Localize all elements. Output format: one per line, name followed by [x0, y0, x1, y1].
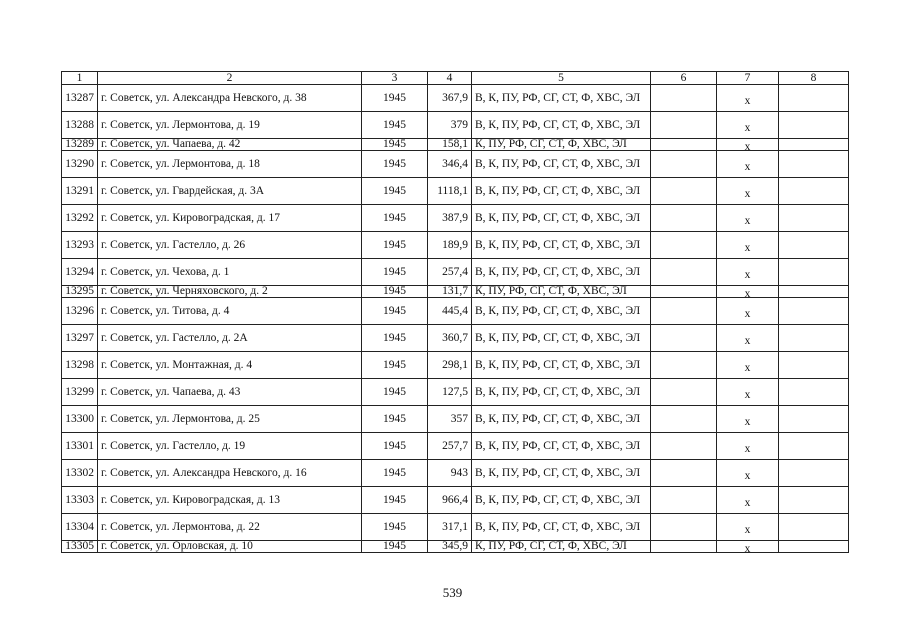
table-row — [62, 232, 849, 259]
header-col-8: 8 — [779, 72, 849, 85]
col6-cell — [651, 139, 717, 151]
address-cell: г. Советск, ул. Кировоградская, д. 13 — [98, 487, 362, 514]
table-row — [62, 460, 849, 487]
col8-cell — [779, 232, 849, 259]
col6-cell — [651, 85, 717, 112]
header-col-5: 5 — [472, 72, 651, 85]
col6-cell — [651, 325, 717, 352]
address-cell: г. Советск, ул. Кировоградская, д. 17 — [98, 205, 362, 232]
address-cell: г. Советск, ул. Александра Невского, д. 38 — [98, 85, 362, 112]
col7-cell — [717, 514, 779, 541]
col6-cell — [651, 541, 717, 553]
col6-cell — [651, 205, 717, 232]
table-row — [62, 541, 849, 553]
header-col-6: 6 — [651, 72, 717, 85]
area-cell: 1118,1 — [428, 178, 472, 205]
col7-cell — [717, 178, 779, 205]
row-number-cell: 13304 — [62, 514, 98, 541]
mark-x: х — [744, 362, 751, 374]
elements-cell: В, К, ПУ, РФ, СГ, СТ, Ф, ХВС, ЭЛ — [472, 85, 651, 112]
mark-x: х — [744, 497, 751, 509]
elements-cell: В, К, ПУ, РФ, СГ, СТ, Ф, ХВС, ЭЛ — [472, 178, 651, 205]
mark-x: х — [744, 95, 751, 107]
year-cell: 1945 — [362, 259, 428, 286]
col6-cell — [651, 352, 717, 379]
col6-cell — [651, 514, 717, 541]
col7-cell — [717, 298, 779, 325]
col8-cell — [779, 325, 849, 352]
col8-cell — [779, 541, 849, 553]
col7-cell — [717, 433, 779, 460]
mark-x: х — [744, 416, 751, 428]
address-cell: г. Советск, ул. Гастелло, д. 26 — [98, 232, 362, 259]
header-col-4: 4 — [428, 72, 472, 85]
col7-cell — [717, 112, 779, 139]
row-number-cell: 13297 — [62, 325, 98, 352]
year-cell: 1945 — [362, 205, 428, 232]
table-row — [62, 139, 849, 151]
col6-cell — [651, 433, 717, 460]
area-cell: 360,7 — [428, 325, 472, 352]
mark-x: х — [744, 242, 751, 254]
mark-x: х — [744, 524, 751, 536]
address-cell: г. Советск, ул. Лермонтова, д. 25 — [98, 406, 362, 433]
area-cell: 966,4 — [428, 487, 472, 514]
year-cell: 1945 — [362, 379, 428, 406]
area-cell: 379 — [428, 112, 472, 139]
col6-cell — [651, 112, 717, 139]
table-row — [62, 298, 849, 325]
col7-cell — [717, 151, 779, 178]
col8-cell — [779, 139, 849, 151]
column-number-row — [62, 72, 849, 85]
mark-x: х — [744, 543, 751, 553]
header-col-3: 3 — [362, 72, 428, 85]
elements-cell: В, К, ПУ, РФ, СГ, СТ, Ф, ХВС, ЭЛ — [472, 514, 651, 541]
col8-cell — [779, 205, 849, 232]
table-row — [62, 259, 849, 286]
elements-cell: В, К, ПУ, РФ, СГ, СТ, Ф, ХВС, ЭЛ — [472, 205, 651, 232]
year-cell: 1945 — [362, 286, 428, 298]
row-number-cell: 13287 — [62, 85, 98, 112]
mark-x: х — [744, 335, 751, 347]
col8-cell — [779, 379, 849, 406]
col8-cell — [779, 487, 849, 514]
area-cell: 257,7 — [428, 433, 472, 460]
col6-cell — [651, 487, 717, 514]
row-number-cell: 13305 — [62, 541, 98, 553]
header-col-7: 7 — [717, 72, 779, 85]
col7-cell — [717, 325, 779, 352]
elements-cell: В, К, ПУ, РФ, СГ, СТ, Ф, ХВС, ЭЛ — [472, 298, 651, 325]
row-number-cell: 13291 — [62, 178, 98, 205]
elements-cell: В, К, ПУ, РФ, СГ, СТ, Ф, ХВС, ЭЛ — [472, 325, 651, 352]
area-cell: 357 — [428, 406, 472, 433]
row-number-cell: 13293 — [62, 232, 98, 259]
row-number-cell: 13292 — [62, 205, 98, 232]
col6-cell — [651, 460, 717, 487]
area-cell: 345,9 — [428, 541, 472, 553]
mark-x: х — [744, 288, 751, 298]
elements-cell: В, К, ПУ, РФ, СГ, СТ, Ф, ХВС, ЭЛ — [472, 259, 651, 286]
col7-cell — [717, 541, 779, 553]
register-table — [61, 71, 849, 553]
area-cell: 127,5 — [428, 379, 472, 406]
col7-cell — [717, 232, 779, 259]
table-row — [62, 406, 849, 433]
mark-x: х — [744, 188, 751, 200]
table-row — [62, 433, 849, 460]
address-cell: г. Советск, ул. Гвардейская, д. 3А — [98, 178, 362, 205]
col6-cell — [651, 379, 717, 406]
col6-cell — [651, 151, 717, 178]
area-cell: 367,9 — [428, 85, 472, 112]
header-col-1: 1 — [62, 72, 98, 85]
mark-x: х — [744, 308, 751, 320]
col7-cell — [717, 406, 779, 433]
row-number-cell: 13289 — [62, 139, 98, 151]
elements-cell: К, ПУ, РФ, СГ, СТ, Ф, ХВС, ЭЛ — [472, 541, 651, 553]
page-number: 539 — [442, 585, 463, 600]
area-cell: 346,4 — [428, 151, 472, 178]
col6-cell — [651, 232, 717, 259]
area-cell: 158,1 — [428, 139, 472, 151]
table-row — [62, 286, 849, 298]
elements-cell: К, ПУ, РФ, СГ, СТ, Ф, ХВС, ЭЛ — [472, 286, 651, 298]
col6-cell — [651, 298, 717, 325]
year-cell: 1945 — [362, 85, 428, 112]
address-cell: г. Советск, ул. Монтажная, д. 4 — [98, 352, 362, 379]
area-cell: 387,9 — [428, 205, 472, 232]
table-row — [62, 514, 849, 541]
address-cell: г. Советск, ул. Александра Невского, д. 16 — [98, 460, 362, 487]
year-cell: 1945 — [362, 514, 428, 541]
col7-cell — [717, 352, 779, 379]
area-cell: 189,9 — [428, 232, 472, 259]
col8-cell — [779, 298, 849, 325]
col7-cell — [717, 85, 779, 112]
header-col-2: 2 — [98, 72, 362, 85]
row-number-cell: 13301 — [62, 433, 98, 460]
table-row — [62, 85, 849, 112]
year-cell: 1945 — [362, 406, 428, 433]
year-cell: 1945 — [362, 487, 428, 514]
table-row — [62, 178, 849, 205]
table-row — [62, 325, 849, 352]
area-cell: 131,7 — [428, 286, 472, 298]
mark-x: х — [744, 215, 751, 227]
col7-cell — [717, 139, 779, 151]
address-cell: г. Советск, ул. Гастелло, д. 19 — [98, 433, 362, 460]
mark-x: х — [744, 141, 751, 151]
col8-cell — [779, 112, 849, 139]
address-cell: г. Советск, ул. Лермонтова, д. 18 — [98, 151, 362, 178]
row-number-cell: 13298 — [62, 352, 98, 379]
table-row — [62, 352, 849, 379]
table-row — [62, 205, 849, 232]
mark-x: х — [744, 389, 751, 401]
row-number-cell: 13300 — [62, 406, 98, 433]
table-row — [62, 151, 849, 178]
elements-cell: К, ПУ, РФ, СГ, СТ, Ф, ХВС, ЭЛ — [472, 139, 651, 151]
mark-x: х — [744, 161, 751, 173]
mark-x: х — [744, 443, 751, 455]
col8-cell — [779, 178, 849, 205]
mark-x: х — [744, 122, 751, 134]
col7-cell — [717, 487, 779, 514]
col8-cell — [779, 151, 849, 178]
address-cell: г. Советск, ул. Лермонтова, д. 22 — [98, 514, 362, 541]
col8-cell — [779, 352, 849, 379]
elements-cell: В, К, ПУ, РФ, СГ, СТ, Ф, ХВС, ЭЛ — [472, 406, 651, 433]
address-cell: г. Советск, ул. Орловская, д. 10 — [98, 541, 362, 553]
col8-cell — [779, 433, 849, 460]
table-row — [62, 379, 849, 406]
elements-cell: В, К, ПУ, РФ, СГ, СТ, Ф, ХВС, ЭЛ — [472, 112, 651, 139]
year-cell: 1945 — [362, 151, 428, 178]
col8-cell — [779, 286, 849, 298]
elements-cell: В, К, ПУ, РФ, СГ, СТ, Ф, ХВС, ЭЛ — [472, 352, 651, 379]
row-number-cell: 13290 — [62, 151, 98, 178]
col7-cell — [717, 460, 779, 487]
table-row — [62, 112, 849, 139]
elements-cell: В, К, ПУ, РФ, СГ, СТ, Ф, ХВС, ЭЛ — [472, 232, 651, 259]
mark-x: х — [744, 269, 751, 281]
year-cell: 1945 — [362, 325, 428, 352]
elements-cell: В, К, ПУ, РФ, СГ, СТ, Ф, ХВС, ЭЛ — [472, 433, 651, 460]
year-cell: 1945 — [362, 178, 428, 205]
address-cell: г. Советск, ул. Лермонтова, д. 19 — [98, 112, 362, 139]
col8-cell — [779, 406, 849, 433]
col6-cell — [651, 406, 717, 433]
address-cell: г. Советск, ул. Гастелло, д. 2А — [98, 325, 362, 352]
year-cell: 1945 — [362, 232, 428, 259]
year-cell: 1945 — [362, 433, 428, 460]
mark-x: х — [744, 470, 751, 482]
row-number-cell: 13302 — [62, 460, 98, 487]
address-cell: г. Советск, ул. Титова, д. 4 — [98, 298, 362, 325]
row-number-cell: 13299 — [62, 379, 98, 406]
col6-cell — [651, 286, 717, 298]
elements-cell: В, К, ПУ, РФ, СГ, СТ, Ф, ХВС, ЭЛ — [472, 379, 651, 406]
row-number-cell: 13295 — [62, 286, 98, 298]
col8-cell — [779, 85, 849, 112]
table-body — [62, 72, 849, 553]
year-cell: 1945 — [362, 298, 428, 325]
row-number-cell: 13288 — [62, 112, 98, 139]
address-cell: г. Советск, ул. Чехова, д. 1 — [98, 259, 362, 286]
table-row — [62, 487, 849, 514]
row-number-cell: 13303 — [62, 487, 98, 514]
col6-cell — [651, 178, 717, 205]
elements-cell: В, К, ПУ, РФ, СГ, СТ, Ф, ХВС, ЭЛ — [472, 151, 651, 178]
row-number-cell: 13294 — [62, 259, 98, 286]
address-cell: г. Советск, ул. Чапаева, д. 42 — [98, 139, 362, 151]
year-cell: 1945 — [362, 139, 428, 151]
area-cell: 445,4 — [428, 298, 472, 325]
year-cell: 1945 — [362, 352, 428, 379]
year-cell: 1945 — [362, 541, 428, 553]
col7-cell — [717, 286, 779, 298]
col7-cell — [717, 205, 779, 232]
row-number-cell: 13296 — [62, 298, 98, 325]
area-cell: 298,1 — [428, 352, 472, 379]
area-cell: 943 — [428, 460, 472, 487]
col8-cell — [779, 460, 849, 487]
col6-cell — [651, 259, 717, 286]
elements-cell: В, К, ПУ, РФ, СГ, СТ, Ф, ХВС, ЭЛ — [472, 460, 651, 487]
year-cell: 1945 — [362, 460, 428, 487]
col7-cell — [717, 379, 779, 406]
address-cell: г. Советск, ул. Черняховского, д. 2 — [98, 286, 362, 298]
col7-cell — [717, 259, 779, 286]
area-cell: 257,4 — [428, 259, 472, 286]
elements-cell: В, К, ПУ, РФ, СГ, СТ, Ф, ХВС, ЭЛ — [472, 487, 651, 514]
col8-cell — [779, 259, 849, 286]
col8-cell — [779, 514, 849, 541]
area-cell: 317,1 — [428, 514, 472, 541]
address-cell: г. Советск, ул. Чапаева, д. 43 — [98, 379, 362, 406]
year-cell: 1945 — [362, 112, 428, 139]
